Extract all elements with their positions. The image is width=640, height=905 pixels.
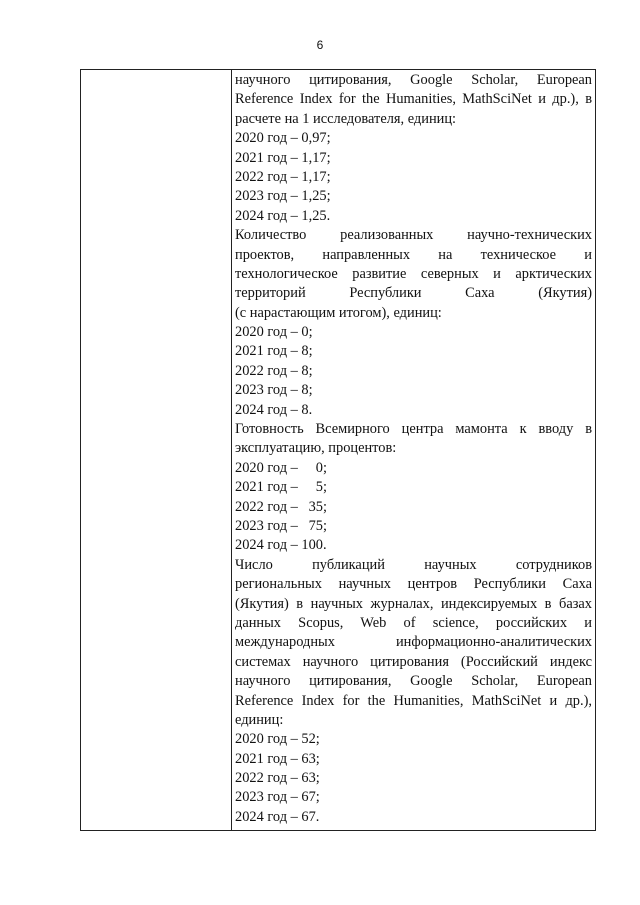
text-line: Количество реализованных научно-технических xyxy=(235,227,592,244)
text-line: Reference Index for the Humanities, MathSciNet и др.), xyxy=(235,692,592,709)
text-line: 2020 год – 52; xyxy=(235,731,320,748)
text-line: региональных научных центров Республики Саха xyxy=(235,576,592,593)
text-line: 2021 год – 8; xyxy=(235,343,313,360)
text-line: расчете на 1 исследователя, единиц: xyxy=(235,110,457,127)
text-line: (Якутия) в научных журналах, индексируемых в базах xyxy=(235,595,592,612)
text-line: 2020 год – 0; xyxy=(235,324,313,341)
text-line: 2024 год – 8. xyxy=(235,401,313,418)
text-line: 2022 год – 35; xyxy=(235,498,327,515)
text-line: 2023 год – 67; xyxy=(235,789,320,806)
indicators-table xyxy=(80,69,596,831)
text-line: Число публикаций научных сотрудников xyxy=(235,556,592,573)
text-line: научного цитирования, Google Scholar, European xyxy=(235,72,592,88)
text-line: 2021 год – 5; xyxy=(235,479,327,496)
text-line: Готовность Всемирного центра мамонта к вводу в xyxy=(235,421,592,438)
page-number: 6 xyxy=(316,38,324,52)
text-line: системах научного цитирования (Российский индекс xyxy=(235,653,592,670)
text-line: 2022 год – 1,17; xyxy=(235,168,331,185)
text-line: 2023 год – 75; xyxy=(235,517,327,534)
table-left-cell xyxy=(81,70,232,830)
text-line: 2020 год – 0; xyxy=(235,459,327,476)
text-line: 2021 год – 1,17; xyxy=(235,149,331,166)
text-line: данных Scopus, Web of science, российских и xyxy=(235,614,592,631)
text-line: проектов, направленных на техническое и xyxy=(235,246,592,263)
text-line: 2023 год – 8; xyxy=(235,382,313,399)
text-line: международных информационно-аналитических xyxy=(235,634,592,651)
text-line: 2023 год – 1,25; xyxy=(235,188,331,205)
text-line: 2022 год – 8; xyxy=(235,362,313,379)
text-line: Reference Index for the Humanities, MathSciNet и др.), в xyxy=(235,91,592,108)
text-line: 2024 год – 67. xyxy=(235,808,320,825)
text-line: (с нарастающим итогом), единиц: xyxy=(235,304,442,321)
text-line: 2024 год – 100. xyxy=(235,537,327,554)
text-line: 2021 год – 63; xyxy=(235,750,320,767)
text-line: эксплуатацию, процентов: xyxy=(235,440,397,457)
table-right-cell xyxy=(235,71,592,827)
text-line: территорий Республики Саха (Якутия) xyxy=(235,285,592,302)
text-line: 2020 год – 0,97; xyxy=(235,130,331,147)
text-line: научного цитирования, Google Scholar, European xyxy=(235,673,592,690)
text-line: 2024 год – 1,25. xyxy=(235,207,331,224)
text-line: единиц: xyxy=(235,711,284,728)
text-line: технологическое развитие северных и арктических xyxy=(235,265,592,282)
text-line: 2022 год – 63; xyxy=(235,770,320,787)
